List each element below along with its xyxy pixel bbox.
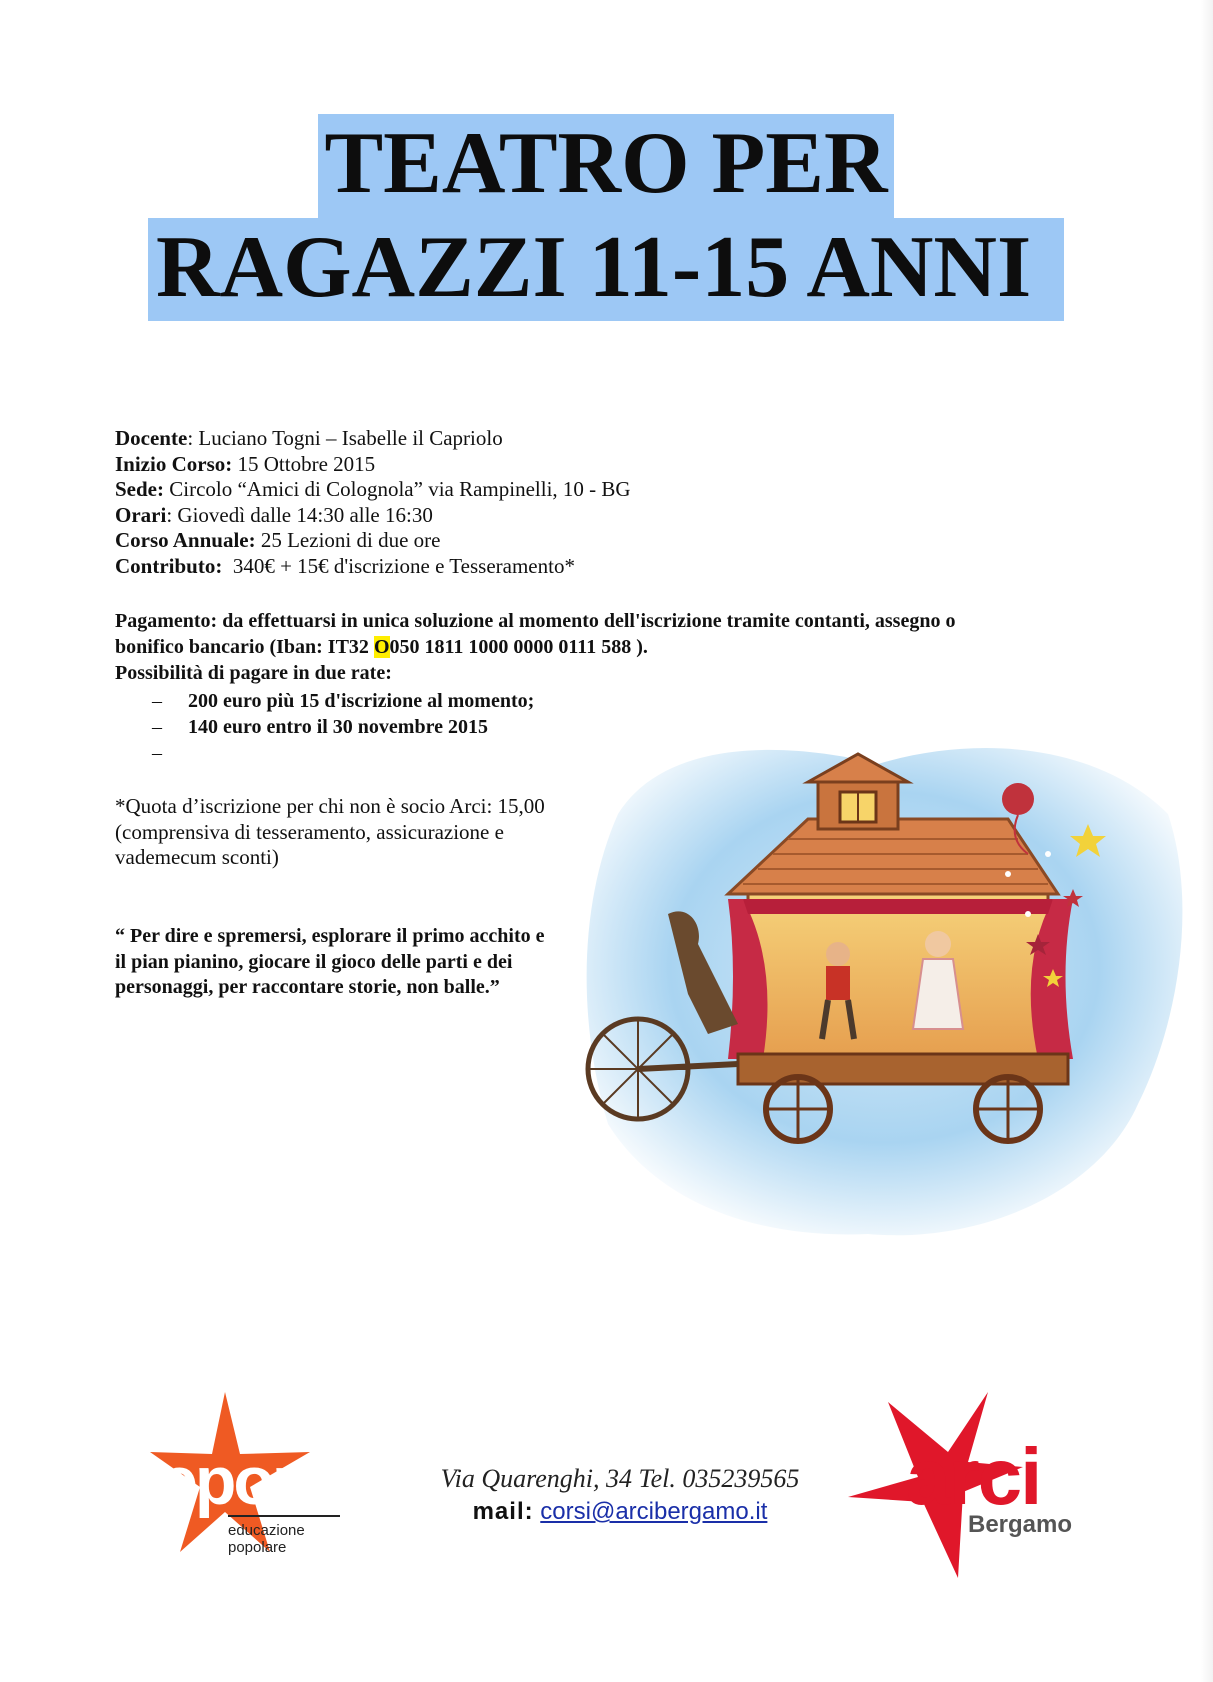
installment-item-1 [115, 688, 575, 714]
arci-logo [848, 1392, 1108, 1578]
info-value: 340€ + 15€ d'iscrizione e Tesseramento* [222, 553, 575, 578]
title-line-1: TEATRO PER [318, 114, 894, 218]
info-value: 15 Ottobre 2015 [232, 451, 376, 476]
installment-text: 200 euro più 15 d'iscrizione al momento; [188, 690, 535, 712]
address-phone: Via Quarenghi, 34 Tel. 035239565 [440, 1464, 800, 1493]
quota-note: *Quota d’iscrizione per chi non è socio Arci: 15,00 (comprensiva di tesseramento, assicurazione e vademecum sconti) [115, 794, 545, 869]
epop-sub-1: educazione [228, 1522, 305, 1539]
course-info [115, 426, 1075, 579]
contact-block [400, 1462, 840, 1528]
mail-row [400, 1496, 840, 1528]
payment-line-1: Pagamento: da effettuarsi in unica soluzione al momento dell'iscrizione tramite contanti, assegno o [115, 610, 956, 632]
info-label: Corso Annuale: [115, 528, 256, 552]
payment-iban-prefix: bonifico bancario (Iban: IT32 [115, 636, 374, 658]
info-label: Orari [115, 502, 167, 527]
title-line-2: RAGAZZI 11-15 ANNI [148, 218, 1064, 321]
info-value: Circolo “Amici di Colognola” via Rampinelli, 10 - BG [164, 477, 631, 501]
installment-text: 140 euro entro il 30 novembre 2015 [188, 716, 488, 738]
info-row-orari [115, 503, 1075, 529]
info-label: Inizio Corso: [115, 451, 233, 476]
epop-logo [130, 1392, 380, 1568]
info-label: Sede: [115, 477, 164, 501]
balloon [1002, 783, 1034, 815]
list-dash: – [152, 742, 162, 764]
installment-item-2 [115, 714, 575, 740]
wagon-stage [748, 894, 1048, 1054]
arci-sub: Bergamo [968, 1511, 1073, 1538]
mail-label: mail: [472, 1498, 534, 1525]
info-row-inizio [115, 452, 1075, 478]
mail-link[interactable]: corsi@arcibergamo.it [540, 1498, 768, 1525]
motto-quote: “ Per dire e spremersi, esplorare il primo acchito e il pian pianino, giocare il gioco delle parti e dei personaggi, per raccontare storie, non balle.” [115, 925, 545, 998]
page-edge-shadow [1201, 0, 1213, 1682]
info-label: Contributo: [115, 553, 223, 578]
info-value: : Luciano Togni – Isabelle il Capriolo [187, 426, 503, 450]
info-row-docente [115, 426, 1075, 452]
payment-line-3: Possibilità di pagare in due rate: [115, 662, 392, 684]
theatre-wagon-illustration [578, 724, 1198, 1264]
list-dash: – [152, 690, 162, 712]
info-row-corso [115, 528, 1075, 554]
epop-sub-2: popolare [228, 1539, 287, 1556]
payment-line-2 [115, 634, 1075, 660]
payment-iban-rest: 050 1811 1000 0000 0111 588 ). [389, 636, 648, 658]
info-value: 25 Lezioni di due ore [255, 528, 441, 552]
list-dash: – [152, 716, 162, 738]
info-label: Docente [115, 426, 188, 450]
epop-wordmark: epop [160, 1443, 311, 1519]
iban-highlight: O [373, 636, 390, 658]
info-row-contributo [115, 554, 1075, 580]
info-value: : Giovedì dalle 14:30 alle 16:30 [166, 502, 433, 527]
info-row-sede [115, 477, 1075, 503]
installment-item-empty [115, 740, 575, 766]
payment-block [115, 608, 1075, 686]
installments-list [115, 688, 575, 766]
arci-wordmark: arci [906, 1432, 1041, 1521]
